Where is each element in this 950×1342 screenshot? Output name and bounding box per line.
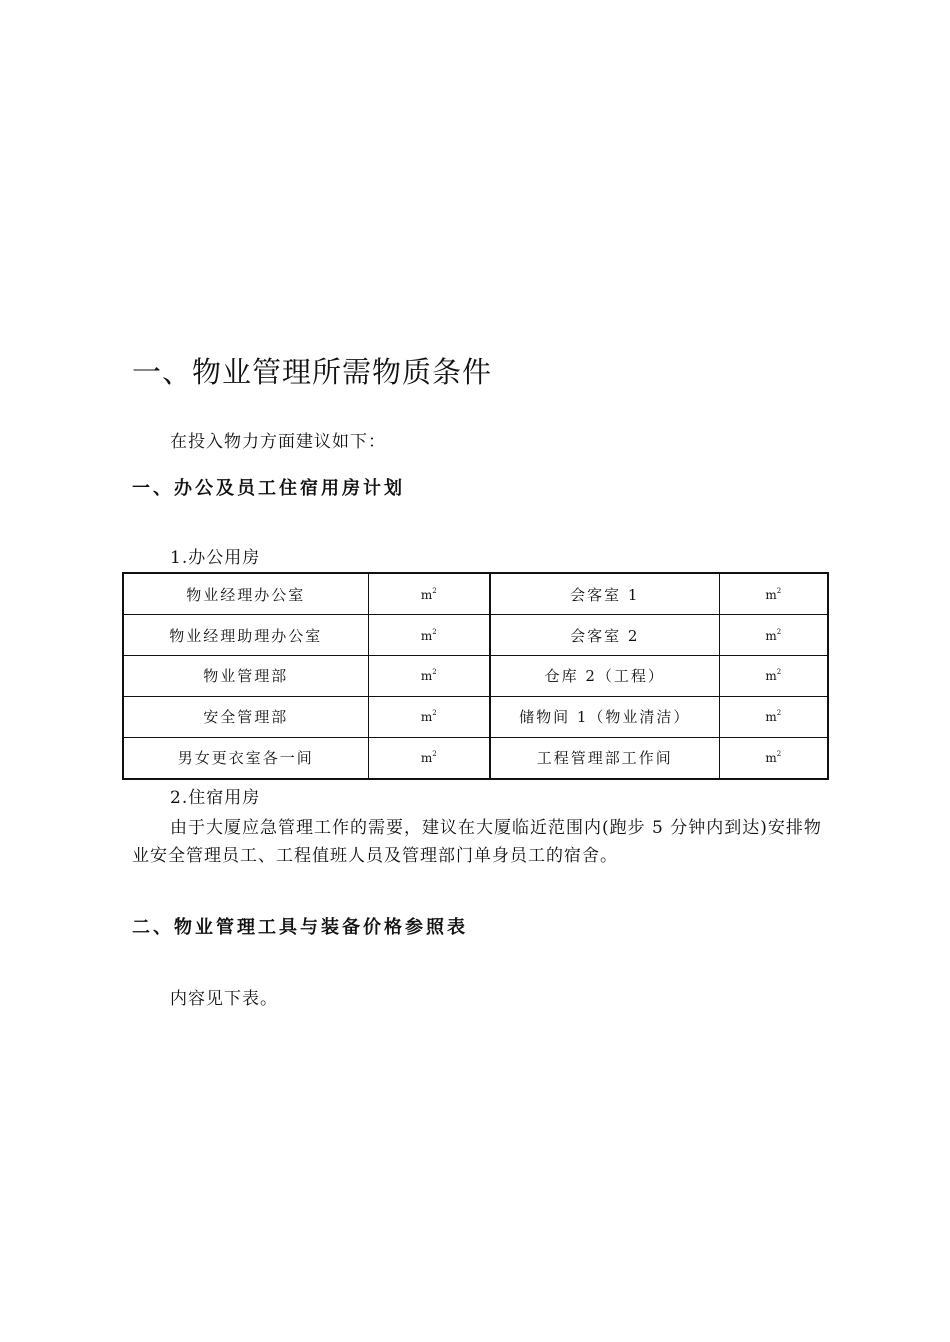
equipment-content-text: 内容见下表。 — [170, 989, 278, 1009]
office-rooms-label: 1.办公用房 — [170, 548, 261, 568]
section-heading-housing: 一、办公及员工住宿用房计划 — [132, 478, 405, 499]
area-unit-cell: $m^2$ — [719, 656, 828, 697]
page-title: 一、物业管理所需物质条件 — [132, 355, 493, 389]
area-unit-cell: $m^2$ — [719, 573, 828, 615]
section-heading-equipment: 二、物业管理工具与装备价格参照表 — [132, 917, 468, 938]
room-name-cell: 工程管理部工作间 — [490, 737, 719, 779]
area-unit-cell: $m^2$ — [368, 615, 490, 656]
room-name-cell: 物业经理办公室 — [123, 573, 368, 615]
area-unit-cell: $m^2$ — [719, 737, 828, 779]
area-unit-cell: $m^2$ — [719, 696, 828, 737]
dormitory-paragraph — [132, 814, 832, 870]
area-unit-cell: $m^2$ — [719, 615, 828, 656]
intro-text: 在投入物力方面建议如下： — [170, 432, 386, 452]
dormitory-label: 2.住宿用房 — [170, 788, 261, 808]
room-name-cell: 仓库 2（工程） — [490, 656, 719, 697]
area-unit-cell: $m^2$ — [368, 737, 490, 779]
table-row — [123, 696, 828, 737]
room-name-cell: 储物间 1（物业清洁） — [490, 696, 719, 737]
area-unit-cell: $m^2$ — [368, 573, 490, 615]
room-name-cell: 安全管理部 — [123, 696, 368, 737]
room-name-cell: 会客室 1 — [490, 573, 719, 615]
table-row — [123, 656, 828, 697]
table-row — [123, 737, 828, 779]
area-unit-cell: $m^2$ — [368, 656, 490, 697]
table-row — [123, 615, 828, 656]
table-row — [123, 573, 828, 615]
room-name-cell: 男女更衣室各一间 — [123, 737, 368, 779]
room-name-cell: 会客室 2 — [490, 615, 719, 656]
room-name-cell: 物业经理助理办公室 — [123, 615, 368, 656]
office-rooms-table — [122, 572, 829, 780]
room-name-cell: 物业管理部 — [123, 656, 368, 697]
area-unit-cell: $m^2$ — [368, 696, 490, 737]
dormitory-paragraph-text: 由于大厦应急管理工作的需要，建议在大厦临近范围内(跑步 5 分钟内到达)安排物业安全管理员工、工程值班人员及管理部门单身员工的宿舍。 — [132, 818, 822, 866]
